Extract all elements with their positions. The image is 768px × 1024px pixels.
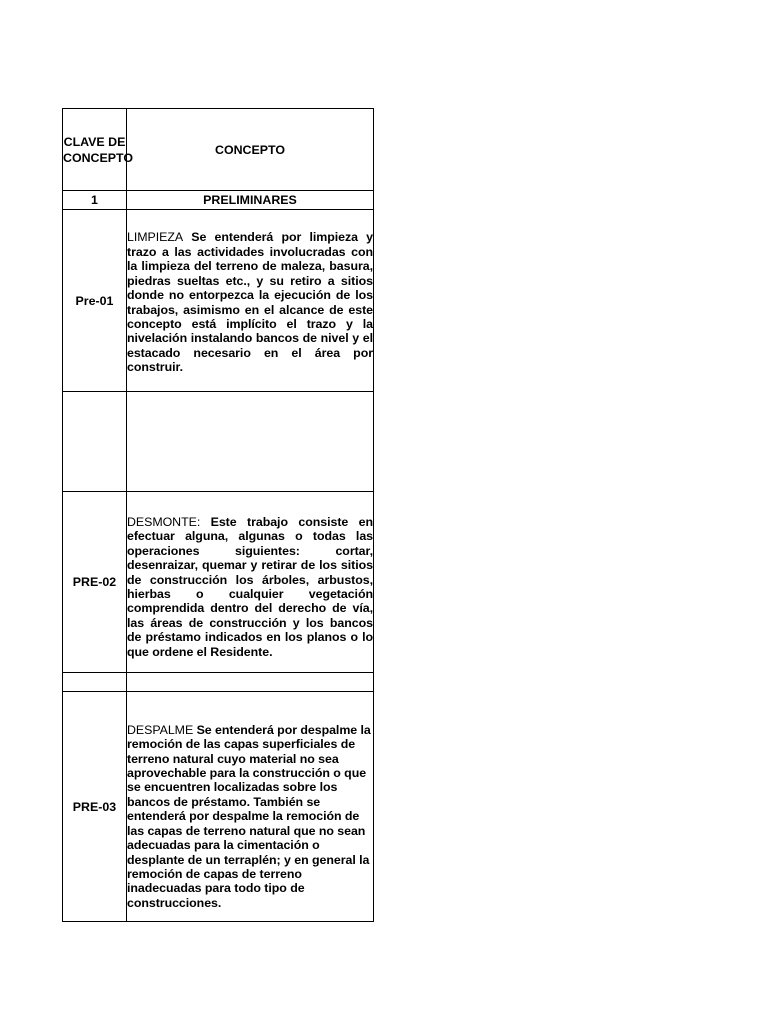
row-description: Se entenderá por despalme la remoción de las capas superficiales de terreno natural cuyo material no sea aprovechable para la construcción o que se encuentren localizadas sobre los bancos de préstamo. También se entenderá por despalme la remoción de las capas de terreno natural que no sean adecuadas para la cimentación o desplante de un terraplén; y en general la remoción de capas de terreno inadecuadas para todo tipo de construcciones. [127, 722, 371, 910]
row-term: DESPALME [127, 722, 194, 737]
row-term: DESMONTE: [127, 514, 201, 529]
section-row [63, 191, 374, 210]
empty-row [63, 392, 374, 492]
table-row [63, 692, 374, 922]
row-key-cell [63, 692, 127, 922]
empty-key-cell [63, 392, 127, 492]
row-description: Este trabajo consiste en efectuar alguna, algunas o todas las operaciones siguientes: cortar, desenraizar, quemar y retirar de los sitios de construcción los árboles, arbustos, hierbas o cualquier vegetación comprendida dentro del derecho de vía, las áreas de construcción y los bancos de préstamo indicados en los planos o lo que ordene el Residente. [127, 514, 373, 659]
table-row [63, 210, 374, 392]
row-key-cell [63, 210, 127, 392]
row-description-cell [127, 492, 374, 673]
row-description-cell [127, 692, 374, 922]
header-row [63, 109, 374, 191]
row-key: PRE-03 [72, 799, 117, 814]
table-row [63, 492, 374, 673]
header-clave-label: CLAVE DE CONCEPTO [63, 134, 133, 165]
row-key-cell [63, 492, 127, 673]
section-title-cell [127, 191, 374, 210]
row-description-cell [127, 210, 374, 392]
row-term: LIMPIEZA [127, 230, 184, 245]
header-concepto-cell [127, 109, 374, 191]
row-key: PRE-02 [72, 575, 117, 589]
section-number-cell [63, 191, 127, 210]
row-key: Pre-01 [75, 293, 114, 308]
header-clave-cell [63, 109, 133, 191]
row-description: Se entenderá por limpieza y trazo a las actividades involucradas con la limpieza del terreno de maleza, basura, piedras sueltas etc., y su retiro a sitios donde no entorpezca la ejecución de los trabajos, asimismo en el alcance de este concepto está implícito el trazo y la nivelación instalando bancos de nivel y el estacado necesario en el área por construir. [127, 230, 373, 375]
section-title: PRELIMINARES [203, 193, 297, 207]
empty-row [63, 673, 374, 692]
header-concepto-label: CONCEPTO [215, 142, 285, 157]
empty-description-cell [127, 392, 374, 492]
concept-table [62, 108, 374, 922]
section-number: 1 [91, 193, 98, 207]
empty-description-cell [127, 673, 374, 692]
empty-key-cell [63, 673, 127, 692]
